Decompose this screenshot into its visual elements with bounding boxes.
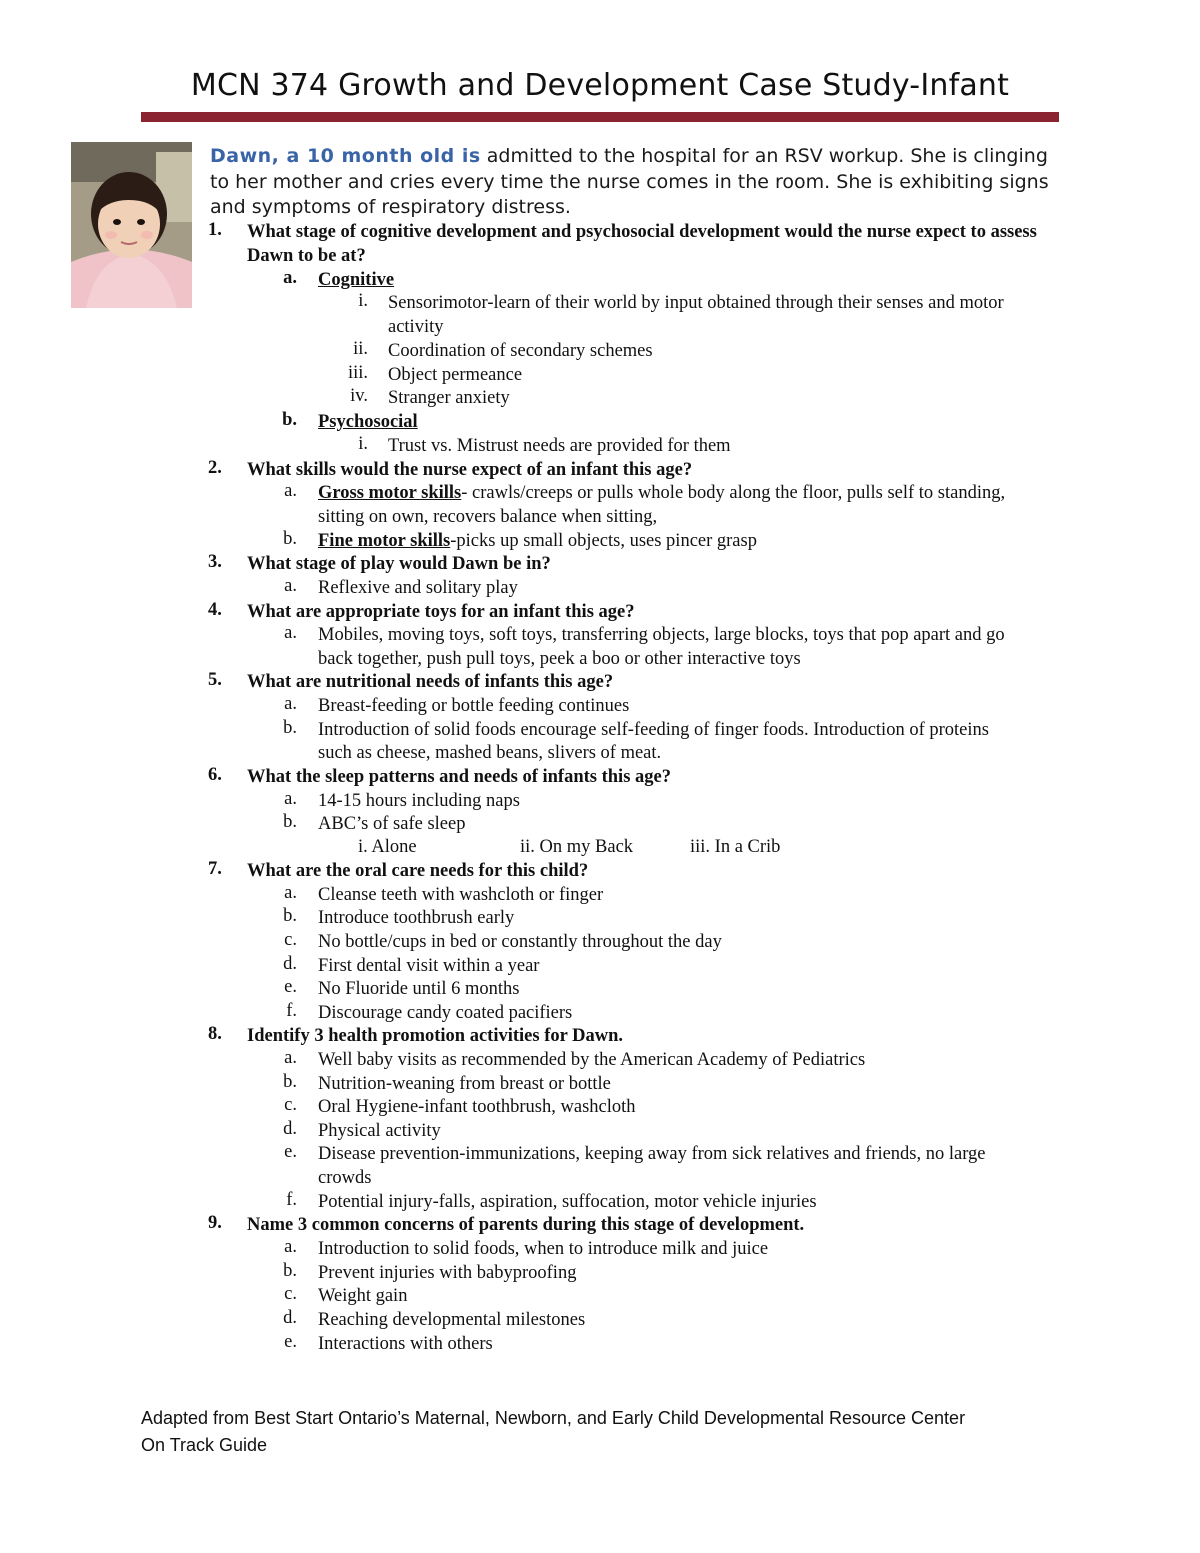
list-label: f. <box>286 1190 297 1210</box>
list-item: Disease prevention-immunizations, keeping away from sick relatives and friends, no large <box>318 1144 986 1164</box>
list-item: Introduction of solid foods encourage self-feeding of finger foods. Introduction of proteins <box>318 720 989 740</box>
list-item: Physical activity <box>318 1121 441 1141</box>
list-label: a. <box>284 694 297 714</box>
list-item: Weight gain <box>318 1286 408 1306</box>
list-item: Well baby visits as recommended by the American Academy of Pediatrics <box>318 1050 866 1070</box>
list-item: Oral Hygiene-infant toothbrush, washcloth <box>318 1097 636 1117</box>
list-item: Potential injury-falls, aspiration, suffocation, motor vehicle injuries <box>318 1192 817 1212</box>
question-number: 3. <box>208 552 222 572</box>
list-label: b. <box>283 529 297 549</box>
list-label: d. <box>283 954 297 974</box>
question-number: 1. <box>208 220 222 240</box>
list-item: Nutrition-weaning from breast or bottle <box>318 1074 611 1094</box>
list-item: Discourage candy coated pacifiers <box>318 1003 573 1023</box>
question-text: What are the oral care needs for this child? <box>247 861 589 881</box>
question-text: What are nutritional needs of infants this age? <box>247 672 614 692</box>
document-title: MCN 374 Growth and Development Case Study-Infant <box>190 68 1010 103</box>
question-text: What stage of cognitive development and psychosocial development would the nurse expect to assess Dawn to be at? <box>247 222 1037 266</box>
list-item-continued: crowds <box>318 1168 372 1188</box>
list-item: Stranger anxiety <box>388 388 510 408</box>
list-label: c. <box>284 1284 297 1304</box>
list-label: i. <box>358 291 368 311</box>
list-label: ii. <box>353 339 368 359</box>
case-intro-lead: Dawn, a 10 month old is <box>210 145 481 167</box>
footer-attribution <box>141 1405 1061 1459</box>
list-label: c. <box>284 930 297 950</box>
list-label: f. <box>286 1001 297 1021</box>
footer-line: On Track Guide <box>141 1435 268 1455</box>
question-number: 6. <box>208 765 222 785</box>
list-label: a. <box>284 481 297 501</box>
list-item: Coordination of secondary schemes <box>388 341 653 361</box>
list-item: Trust vs. Mistrust needs are provided for them <box>388 436 731 456</box>
question-text: What stage of play would Dawn be in? <box>247 554 551 574</box>
list-item: Prevent injuries with babyproofing <box>318 1263 577 1283</box>
list-label: d. <box>283 1308 297 1328</box>
list-item: Introduction to solid foods, when to introduce milk and juice <box>318 1239 769 1259</box>
list-item-text: -picks up small objects, uses pincer grasp <box>450 531 757 551</box>
list-label: a. <box>284 883 297 903</box>
list-label: e. <box>284 1332 297 1352</box>
question-text: Name 3 common concerns of parents during this stage of development. <box>247 1215 805 1235</box>
list-item: Breast-feeding or bottle feeding continues <box>318 696 630 716</box>
subheading-psychosocial: Psychosocial <box>318 412 418 432</box>
title-divider <box>141 112 1059 122</box>
question-text: What skills would the nurse expect of an infant this age? <box>247 460 693 480</box>
question-number: 7. <box>208 859 222 879</box>
list-item-text: - crawls/creeps or pulls whole body along the floor, pulls self to standing, <box>461 483 1006 503</box>
list-label: a. <box>284 576 297 596</box>
question-text: What are appropriate toys for an infant this age? <box>247 602 635 622</box>
term-fine-motor: Fine motor skills <box>318 531 451 551</box>
list-label: iii. <box>347 363 368 383</box>
list-item: Mobiles, moving toys, soft toys, transferring objects, large blocks, toys that pop apart and go <box>318 625 1005 645</box>
list-item: No bottle/cups in bed or constantly throughout the day <box>318 932 722 952</box>
list-label: b. <box>282 410 297 430</box>
question-number: 8. <box>208 1024 222 1044</box>
list-item: Reaching developmental milestones <box>318 1310 586 1330</box>
list-label: d. <box>283 1119 297 1139</box>
list-label: e. <box>284 1142 297 1162</box>
list-item <box>318 529 757 553</box>
question-number: 2. <box>208 458 222 478</box>
list-label: e. <box>284 977 297 997</box>
case-intro-text: admitted to the hospital for an RSV workup. She is clinging to her mother and cries every time the nurse comes in the room. She is exhibiting signs and symptoms of respiratory distress. <box>210 145 1049 218</box>
list-item-continued: such as cheese, mashed beans, slivers of meat. <box>318 743 662 763</box>
case-intro <box>210 144 1060 221</box>
abc-item-crib: iii. In a Crib <box>690 837 781 857</box>
list-item: Interactions with others <box>318 1334 493 1354</box>
list-item: 14-15 hours including naps <box>318 791 520 811</box>
list-item <box>318 481 1005 505</box>
list-label: i. <box>358 434 368 454</box>
subheading-cognitive: Cognitive <box>318 270 395 290</box>
list-item-continued: activity <box>388 317 444 337</box>
list-item: ABC’s of safe sleep <box>318 814 466 834</box>
list-item: Introduce toothbrush early <box>318 908 515 928</box>
list-label: a. <box>283 268 297 288</box>
infant-photo <box>71 142 192 308</box>
list-label: b. <box>283 906 297 926</box>
infant-photo-illustration <box>71 142 192 308</box>
list-label: b. <box>283 718 297 738</box>
abc-item-alone: i. Alone <box>358 837 417 857</box>
list-item: No Fluoride until 6 months <box>318 979 520 999</box>
question-number: 9. <box>208 1213 222 1233</box>
question-text: What the sleep patterns and needs of infants this age? <box>247 767 671 787</box>
list-label: a. <box>284 623 297 643</box>
footer-line: Adapted from Best Start Ontario’s Maternal, Newborn, and Early Child Developmental Resource Center <box>141 1408 966 1428</box>
list-label: a. <box>284 789 297 809</box>
list-item: First dental visit within a year <box>318 956 540 976</box>
list-item-continued: back together, push pull toys, peek a boo or other interactive toys <box>318 649 801 669</box>
list-label: a. <box>284 1237 297 1257</box>
list-label: b. <box>283 1072 297 1092</box>
term-gross-motor: Gross motor skills <box>318 483 462 503</box>
list-label: a. <box>284 1048 297 1068</box>
list-item: Cleanse teeth with washcloth or finger <box>318 885 604 905</box>
question-number: 4. <box>208 600 222 620</box>
list-item: Reflexive and solitary play <box>318 578 518 598</box>
list-label: b. <box>283 812 297 832</box>
abc-item-back: ii. On my Back <box>520 837 634 857</box>
list-item: Sensorimotor-learn of their world by input obtained through their senses and motor <box>388 293 1004 313</box>
question-text: Identify 3 health promotion activities for Dawn. <box>247 1026 623 1046</box>
list-item-continued: sitting on own, recovers balance when sitting, <box>318 507 658 527</box>
list-label: b. <box>283 1261 297 1281</box>
list-item: Object permeance <box>388 365 523 385</box>
list-label: iv. <box>350 386 368 406</box>
list-label: c. <box>284 1095 297 1115</box>
question-number: 5. <box>208 670 222 690</box>
